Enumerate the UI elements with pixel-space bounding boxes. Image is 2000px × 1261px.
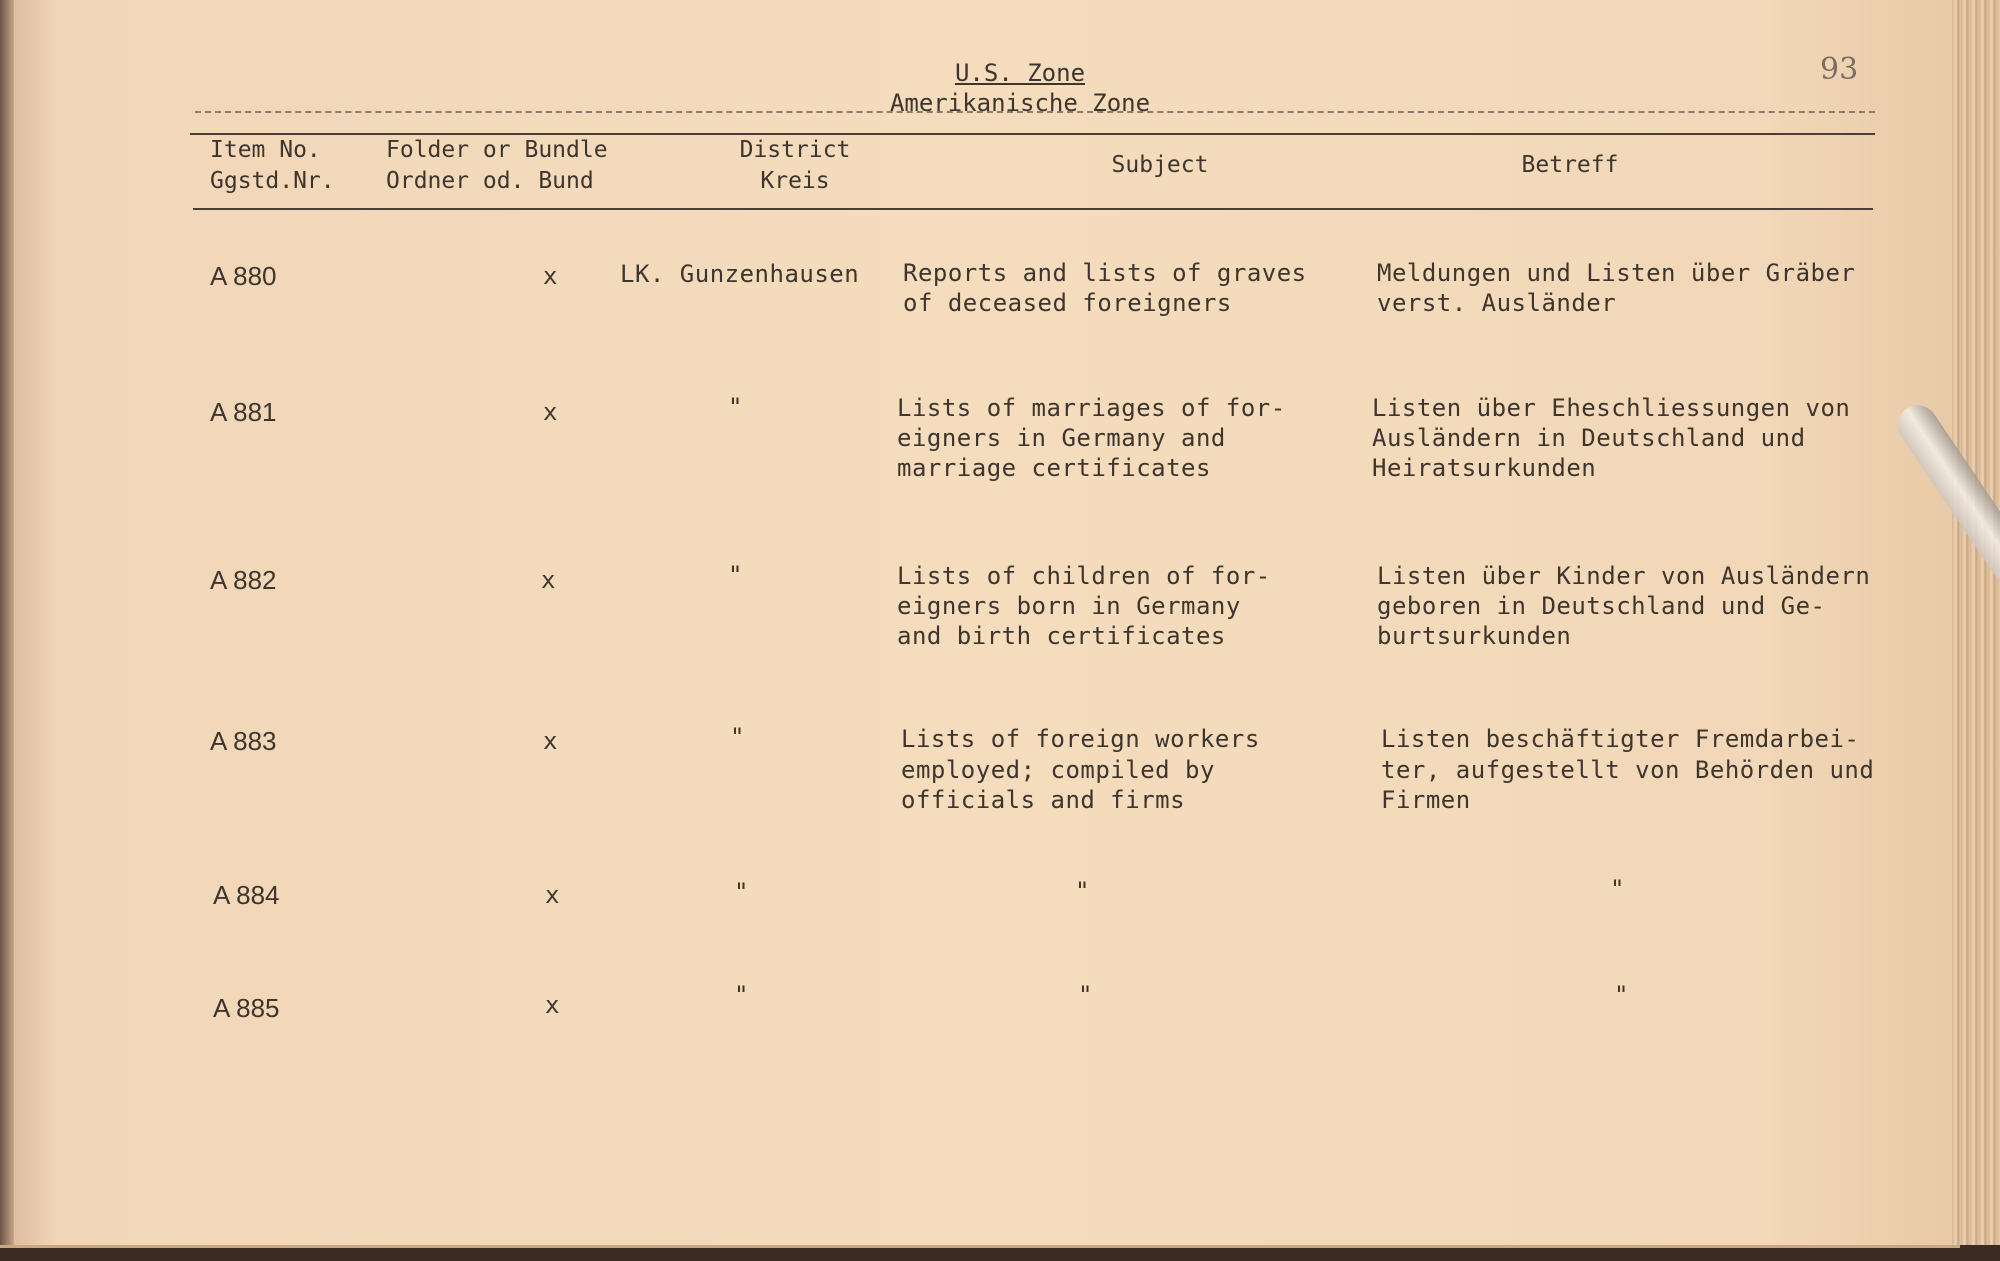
folder-mark: x [545, 991, 560, 1019]
betreff-line: Listen über Kinder von Ausländern [1377, 562, 1871, 590]
item-number: A 884 [213, 880, 280, 910]
item-number: A 882 [210, 565, 277, 595]
betreff-line: Firmen [1381, 786, 1471, 814]
betreff-line: ter, aufgestellt von Behörden und [1381, 756, 1875, 784]
betreff-ditto: " [1610, 875, 1625, 903]
subject-line: eigners born in Germany [897, 592, 1241, 620]
folder-mark: x [543, 398, 558, 426]
zone-title-en: U.S. Zone [954, 59, 1086, 87]
header-item-de: Ggstd.Nr. [210, 168, 335, 194]
item-number: A 885 [213, 993, 280, 1023]
folder-mark: x [543, 727, 558, 755]
betreff-line: Listen über Eheschliessungen von [1372, 394, 1851, 422]
item-number: A 881 [210, 397, 277, 427]
header-folder-de: Ordner od. Bund [386, 168, 594, 194]
subject-line: marriage certificates [897, 454, 1211, 482]
betreff-line: Meldungen und Listen über Gräber [1377, 259, 1856, 287]
header-subject: Subject [1111, 152, 1209, 178]
folder-mark: x [541, 566, 556, 594]
folder-mark: x [545, 881, 560, 909]
header-bottom-rule [193, 208, 1873, 210]
betreff-line: geboren in Deutschland und Ge- [1377, 592, 1826, 620]
subject-line: and birth certificates [897, 622, 1226, 650]
betreff-line: verst. Ausländer [1377, 289, 1617, 317]
betreff-ditto: " [1614, 981, 1629, 1009]
item-number: A 880 [210, 261, 277, 291]
header-item-en: Item No. [210, 137, 321, 163]
folder-mark: x [543, 262, 558, 290]
header-folder-en: Folder or Bundle [386, 137, 608, 163]
district-ditto: " [728, 561, 743, 589]
betreff-line: Ausländern in Deutschland und [1372, 424, 1806, 452]
betreff-line: Heiratsurkunden [1372, 454, 1597, 482]
subject-line: Lists of marriages of for- [897, 394, 1286, 422]
subject-ditto: " [1075, 877, 1090, 905]
betreff-line: Listen beschäftigter Fremdarbei- [1381, 725, 1860, 753]
header-district-en: District [739, 137, 851, 163]
subject-line: of deceased foreigners [903, 289, 1232, 317]
district-ditto: " [728, 393, 743, 421]
district-ditto: " [734, 878, 749, 906]
district-ditto: " [730, 723, 745, 751]
header-district-de: Kreis [760, 168, 830, 194]
top-dashed-rule [195, 111, 1875, 113]
subject-line: officials and firms [901, 786, 1186, 814]
subject-line: eigners in Germany and [897, 424, 1226, 452]
page-edges [1952, 0, 2000, 1245]
item-number: A 883 [210, 726, 277, 756]
betreff-line: burtsurkunden [1377, 622, 1572, 650]
page-number: 93 [1820, 52, 1859, 87]
header-betreff: Betreff [1521, 152, 1619, 178]
book-binding [0, 0, 14, 1245]
subject-line: Lists of foreign workers [901, 725, 1260, 753]
zone-title-de: Amerikanische Zone [889, 89, 1151, 117]
zone-title [820, 58, 1220, 118]
subject-line: Lists of children of for- [897, 562, 1271, 590]
subject-line: Reports and lists of graves [903, 259, 1307, 287]
district-ditto: " [734, 981, 749, 1009]
district: LK. Gunzenhausen [620, 260, 860, 288]
subject-ditto: " [1078, 981, 1093, 1009]
subject-line: employed; compiled by [901, 756, 1215, 784]
